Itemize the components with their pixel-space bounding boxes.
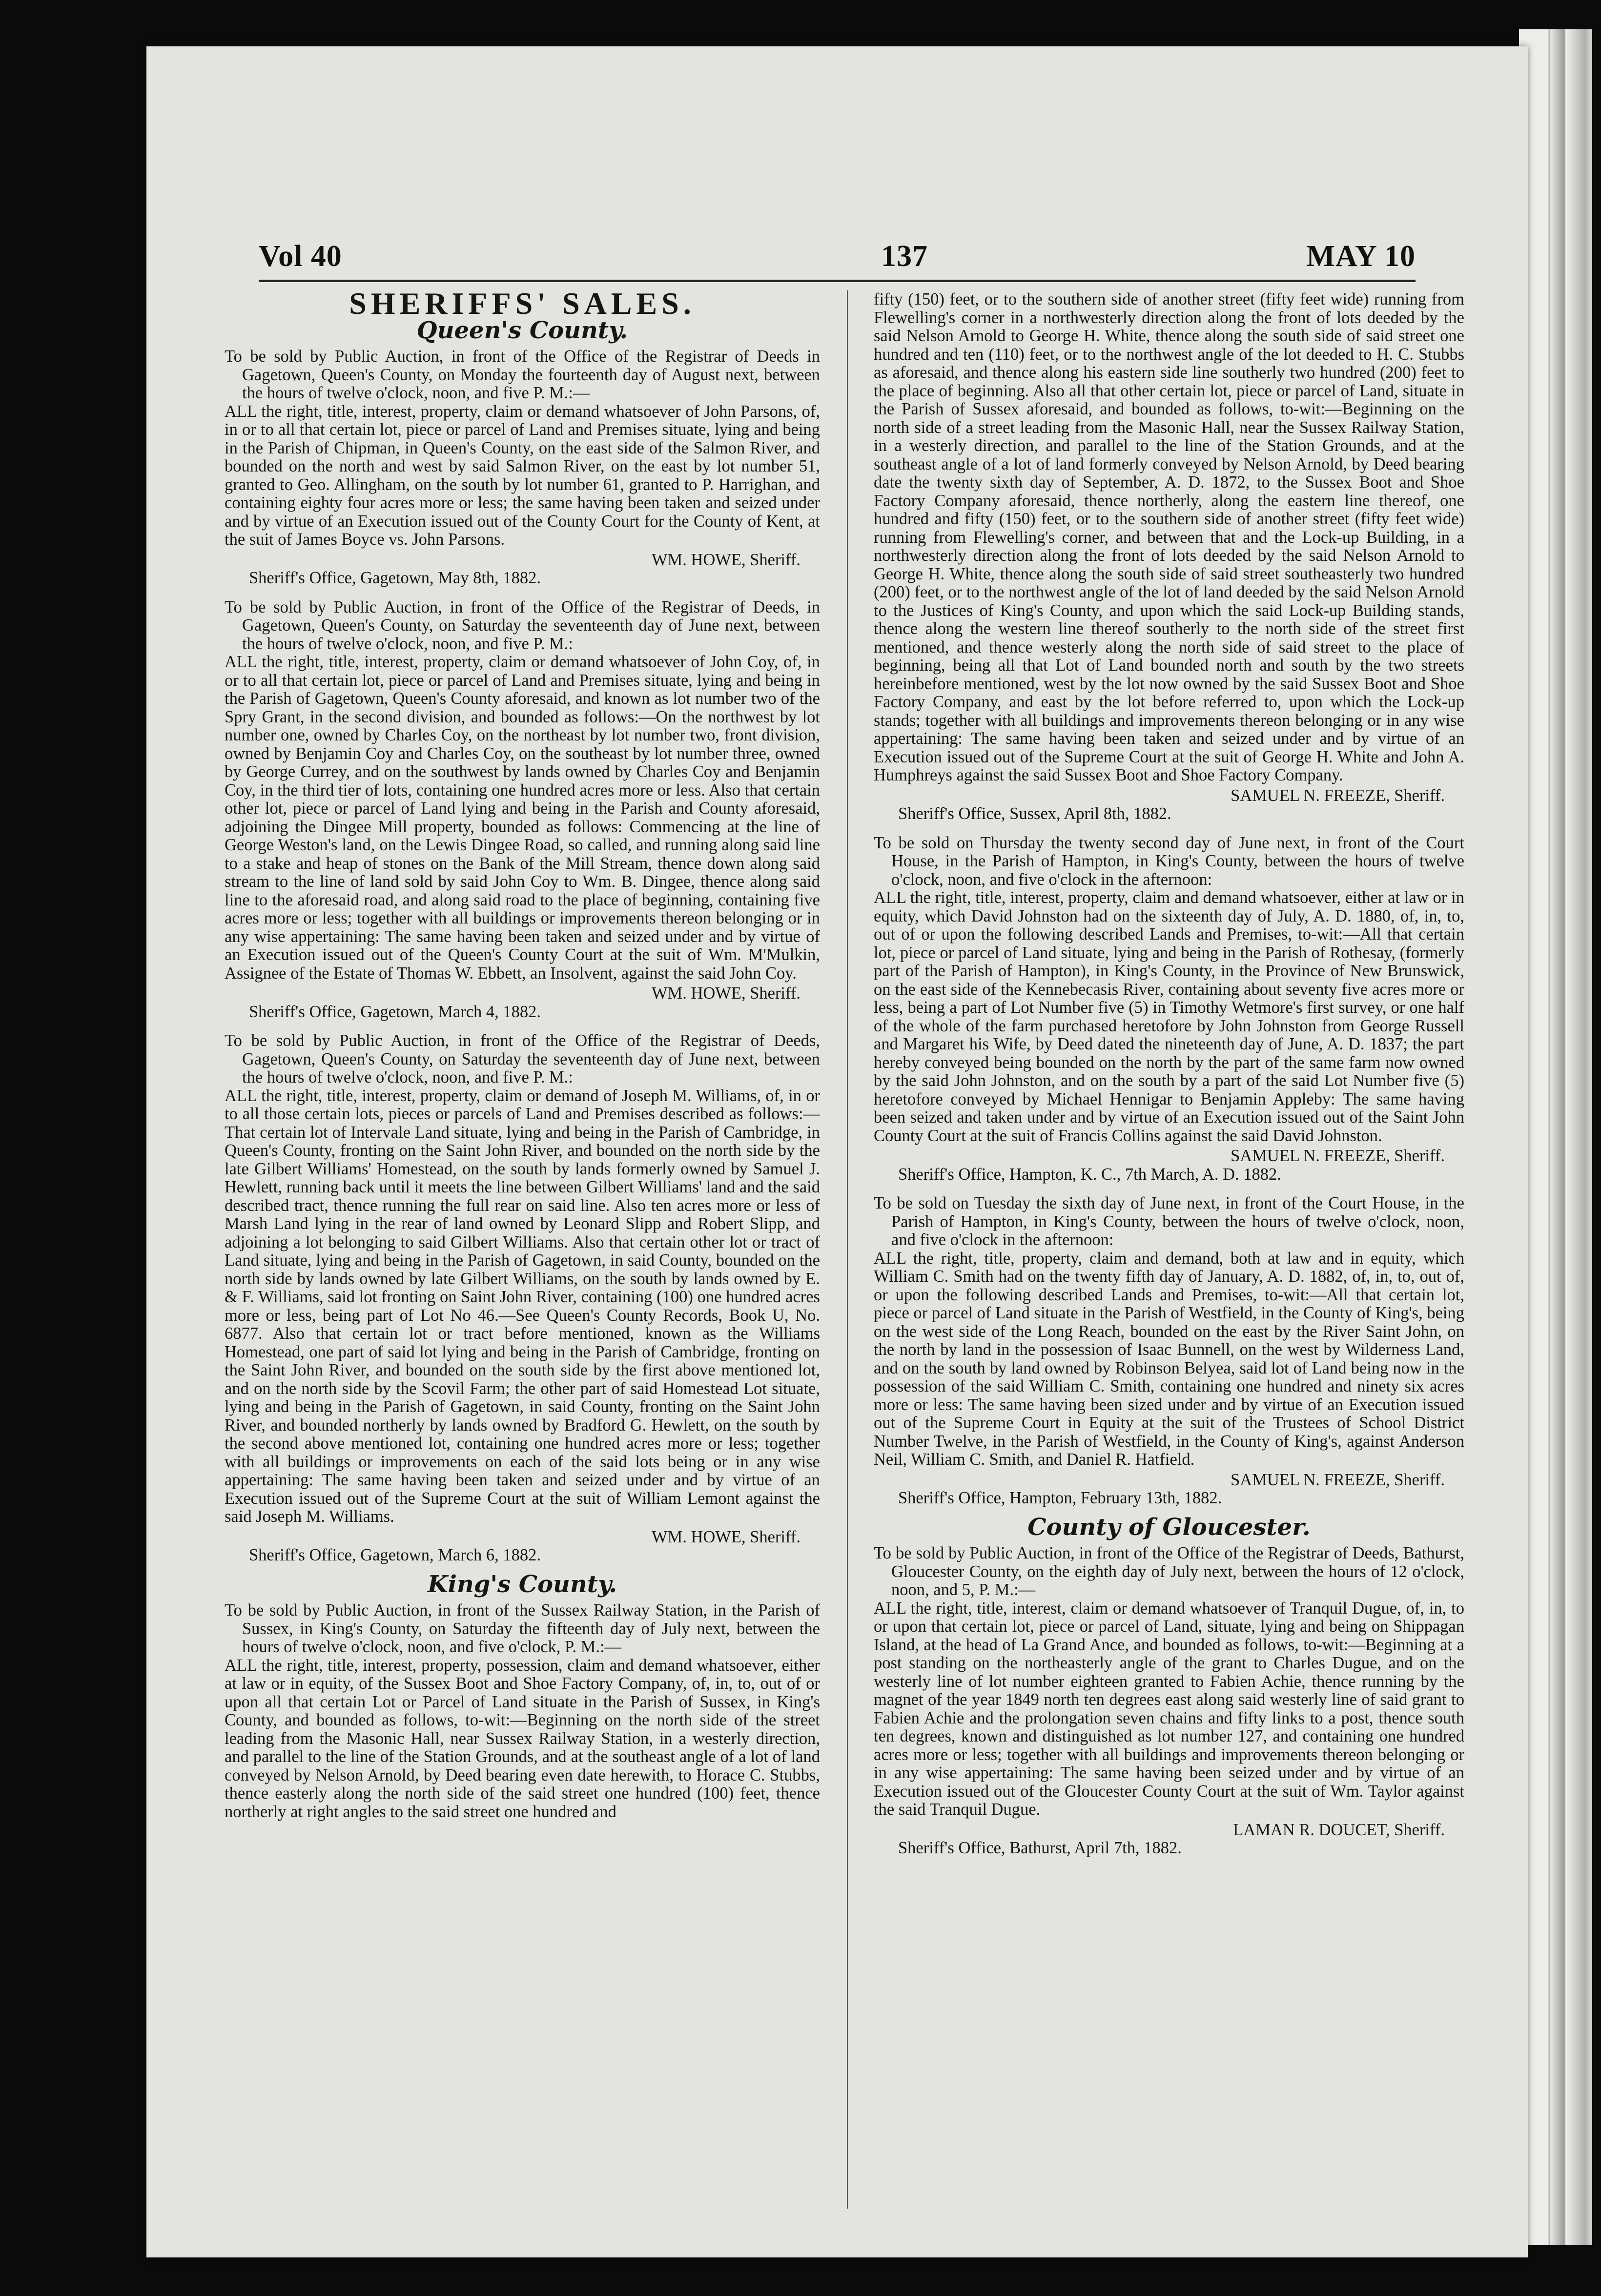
notice-sig: WM. HOWE, Sheriff. [651, 984, 800, 1003]
sale-notice [874, 1194, 1464, 1508]
county-heading: King's County. [427, 1570, 617, 1598]
notice-intro: To be sold on Thursday the twenty second day of June next, in front of the Court House, in the Parish of Hampton, in King's County, between the hours of twelve o'clock, noon, and five o'clock in the afternoon: [874, 833, 1464, 889]
notice-office: Sheriff's Office, Gagetown, May 8th, 1882. [249, 569, 541, 587]
notice-sig: SAMUEL N. FREEZE, Sheriff. [1231, 1147, 1445, 1165]
county-heading: County of Gloucester. [1027, 1513, 1311, 1541]
newspaper-page [146, 46, 1528, 2257]
volume-label: Vol 40 [259, 240, 342, 273]
notice-sig: WM. HOWE, Sheriff. [651, 550, 800, 569]
sale-notice [874, 834, 1464, 1184]
notice-intro: To be sold by Public Auction, in front of the Office of the Registrar of Deeds, Bathurst, Gloucester County, on the eighth day of July next, between the hours of 12 o'clock, noon, and 5, P. M.:— [874, 1544, 1464, 1599]
right-column [874, 290, 1464, 2199]
page-edge-strip [1519, 29, 1592, 2245]
sale-notice [225, 1032, 820, 1565]
column-divider [847, 290, 848, 2209]
notice-body: ALL the right, title, interest, property, possession, claim and demand whatsoever, either at law or in equity, of the Sussex Boot and Shoe Factory Company, of, in, to, out of or upon all that certain Lot or Parcel of Land situate in the Parish of Sussex, in King's County, and bounded as follows, to-wit:—Beginning on the north side of the street leading from the Masonic Hall, near Sussex Railway Station, in a westerly direction, and parallel to the line of the Station Grounds, and at the southeast angle of a lot of land conveyed by Nelson Arnold, by Deed bearing even date herewith, to Horace C. Stubbs, thence easterly along the north side of the said street one hundred (100) feet, thence northerly at right angles to the said street one hundred and [225, 1656, 820, 1821]
notice-body: ALL the right, title, interest, property, claim or demand of Joseph M. Williams, of, in or to all those certain lots, pieces or parcels of Land and Premises described as follows:—That certain lot of Intervale Land situate, lying and being in the Parish of Cambridge, in Queen's County, fronting on the Saint John River, and bounded on the north side by the late Gilbert Williams' Homestead, on the south by lands formerly owned by Samuel J. Hewlett, running back until it meets the line between Gilbert Williams' land and the said described tract, thence running the full rear on said line. Also ten acres more or less of Marsh Land lying in the rear of land owned by Leonard Slipp and Robert Slipp, and adjoining a lot belonging to said Gilbert Williams. Also that certain other lot or tract of Land situate, lying and being in the Parish of Gagetown, in said County, bounded on the north side by lands owned by late Gilbert Williams, on the south by lands owned by E. & F. Williams, said lot fronting on Saint John River, containing (100) one hundred acres more or less, being part of Lot No 46.—See Queen's County Records, Book U, No. 6877. Also that certain lot or tract before mentioned, known as the Williams Homestead, one part of said lot lying and being in the Parish of Cambridge, fronting on the Saint John River, and bounded on the south side by the first above mentioned lot, and on the north side by the Scovil Farm; the other part of said Homestead Lot situate, lying and being in the Parish of Gagetown, in said County, fronting on the Saint John River, and bounded northerly by lands owned by Bradford G. Hewlett, on the south by the second above mentioned lot, containing one hundred acres more or less; together with all buildings or improvements on each of the said lots being or in any wise appertaining: The same having been taken and seized under and by virtue of an Execution issued out of the Supreme Court at the suit of William Lemont against the said Joseph M. Williams. [225, 1086, 820, 1526]
notice-body: ALL the right, title, interest, property, claim and demand whatsoever, either at law or in equity, which David Johnston had on the sixteenth day of July, A. D. 1880, of, in, to, out of or upon the following described Lands and Premises, to-wit:—All that certain lot, piece or parcel of Land situate, lying and being in the Parish of Rothesay, (formerly part of the Parish of Hampton), in King's County, in the Province of New Brunswick, on the east side of the Kennebecasis River, containing about seventy five acres more or less, being a part of Lot Number five (5) in Timothy Wetmore's first survey, or one half of the whole of the farm purchased heretofore by John Johnston from George Russell and Margaret his Wife, by Deed dated the nineteenth day of June, A. D. 1837; the part hereby conveyed being bounded on the north by the part of the same farm now owned by the said John Johnston, and on the south by a part of the said Lot Number five (5) heretofore conveyed by Michael Hennigar to Benjamin Appleby: The same having been seized and taken under and by virtue of an Execution issued out of the Saint John County Court at the suit of Francis Collins against the said David Johnston. [874, 888, 1464, 1145]
notice-intro: To be sold by Public Auction, in front of the Office of the Registrar of Deeds, Gagetown, Queen's County, on Saturday the seventeenth day of June next, between the hours of twelve o'clock, noon, and five P. M.: [225, 1031, 820, 1086]
notice-intro: To be sold by Public Auction, in front of the Office of the Registrar of Deeds, in Gagetown, Queen's County, on Saturday the seventeenth day of June next, between the hours of twelve o'clock, noon, and five P. M.: [225, 597, 820, 653]
notice-office: Sheriff's Office, Hampton, February 13th, 1882. [898, 1489, 1222, 1507]
notice-office: Sheriff's Office, Gagetown, March 4, 1882. [249, 1002, 541, 1021]
notice-intro: To be sold on Tuesday the sixth day of June next, in front of the Court House, in the Parish of Hampton, in King's County, between the hours of twelve o'clock, noon, and five o'clock in the afternoon: [874, 1194, 1464, 1249]
page-title: SHERIFFS' SALES. [349, 290, 696, 321]
notice-office: Sheriff's Office, Sussex, April 8th, 1882. [898, 804, 1171, 823]
notice-sig: SAMUEL N. FREEZE, Sheriff. [1231, 1470, 1445, 1489]
notice-body: ALL the right, title, interest, property, claim or demand whatsoever of John Coy, of, in or to all that certain lot, piece or parcel of Land and Premises situate, lying and being in the Parish of Gagetown, Queen's County aforesaid, and known as lot number two of the Spry Grant, in the second division, and bounded as follows:—On the northwest by lot number one, owned by Charles Coy, on the northeast by lot number two, front division, owned by Benjamin Coy and Charles Coy, on the southeast by lot number three, owned by George Currey, and on the southwest by lands owned by Charles Coy and Benjamin Coy, in the third tier of lots, containing one hundred acres more or less. Also that certain other lot, piece or parcel of Land lying and being in the Parish and County aforesaid, adjoining the Dingee Mill property, bounded as follows: Commencing at the line of George Weston's land, on the Lewis Dingee Road, so called, and running along said line to a stake and heap of stones on the Bank of the Mill Stream, thence down along said stream to the line of land sold by said John Coy to Wm. B. Dingee, thence along said line to the aforesaid road, and along said road to the place of beginning, containing five acres more or less; together with all buildings or improvements thereon belonging or in any wise appertaining: The same having been taken and seized under and by virtue of an Execution issued out of the Queen's County Court at the suit of Wm. M'Mulkin, Assignee of the Estate of Thomas W. Ebbett, an Insolvent, against the said John Coy. [225, 653, 820, 983]
notice-body: fifty (150) feet, or to the southern side of another street (fifty feet wide) running from Flewelling's corner in a northwesterly direction along the front of lots deeded by the said Nelson Arnold to George H. White, thence along the south side of said street one hundred and ten (110) feet, or to the northwest angle of the lot deeded to H. C. Stubbs as aforesaid, and thence along his eastern side line southerly two hundred (200) feet to the place of beginning. Also all that other certain lot, piece or parcel of Land, situate in the Parish of Sussex aforesaid, and bounded as follows, to-wit:—Beginning on the north side of a street leading from the Masonic Hall, near the Sussex Railway Station, in a westerly direction, and parallel to the line of the Station Grounds, and at the southeast angle of a lot of land formerly conveyed by Nelson Arnold, by Deed bearing date the twenty sixth day of September, A. D. 1872, to the Sussex Boot and Shoe Factory Company aforesaid, thence northerly, along the eastern line thereof, one hundred and fifty (150) feet, or to the southern side of another street (fifty feet wide) running from Flewelling's corner, and between that and the Lock-up Building, in a northwesterly direction along the front of lots deeded by the said Nelson Arnold to George H. White, thence along the south side of said street southeasterly two hundred (200) feet, or to the northwest angle of the lot of land deeded by the said Nelson Arnold to the Justices of King's County, and upon which the said Lock-up Building stands, thence along the western line thereof southerly to the north side of the street first mentioned, and thence westerly along the north side of said street to the place of beginning, being all that Lot of Land bounded north and south by the two streets hereinbefore mentioned, west by the lot now owned by the said Sussex Boot and Shoe Factory Company, and east by the lot before referred to, upon which the Lock-up stands; together with all buildings and improvements thereon belonging or in any wise appertaining: The same having been taken and seized under and by virtue of an Execution issued out of the Supreme Court at the suit of George H. White and John A. Humphreys against the said Sussex Boot and Shoe Factory Company. [874, 290, 1464, 784]
notice-office: Sheriff's Office, Bathurst, April 7th, 1882. [898, 1839, 1182, 1857]
left-column [225, 290, 820, 2199]
notice-intro: To be sold by Public Auction, in front of the Office of the Registrar of Deeds in Gagetown, Queen's County, on Monday the fourteenth day of August next, between the hours of twelve o'clock, noon, and five P. M.:— [225, 347, 820, 402]
notice-sig: WM. HOWE, Sheriff. [651, 1527, 800, 1546]
notice-sig: SAMUEL N. FREEZE, Sheriff. [1231, 786, 1445, 805]
notice-intro: To be sold by Public Auction, in front of the Sussex Railway Station, in the Parish of Sussex, in King's County, on Saturday the fifteenth day of July next, between the hours of twelve o'clock, noon, and five o'clock, P. M.:— [225, 1601, 820, 1656]
issue-date: MAY 10 [1306, 240, 1416, 273]
notice-body: ALL the right, title, property, claim and demand, both at law and in equity, which William C. Smith had on the twenty fifth day of January, A. D. 1882, of, in, to, out of, or upon the following described Lands and Premises, to-wit:—All that certain lot, piece or parcel of Land situate in the Parish of Westfield, in the County of King's, being on the west side of the Long Reach, bounded on the east by the River Saint John, on the north by land in the possession of Isaac Bunnell, on the west by Wilderness Land, and on the south by land owned by Robinson Belyea, said lot of Land being now in the possession of the said William C. Smith, containing one hundred and ninety six acres more or less: The same having been sized under and by virtue of an Execution issued out of the Supreme Court in Equity at the suit of the Trustees of School District Number Twelve, in the Parish of Westfield, in the County of King's, against Anderson Neil, William C. Smith, and Daniel R. Hatfield. [874, 1249, 1464, 1469]
sale-notice [874, 290, 1464, 823]
page-number: 137 [881, 240, 928, 273]
sale-notice [225, 1601, 820, 1821]
notice-office: Sheriff's Office, Gagetown, March 6, 1882. [249, 1546, 541, 1564]
notice-office: Sheriff's Office, Hampton, K. C., 7th March, A. D. 1882. [898, 1165, 1281, 1184]
notice-body: ALL the right, title, interest, claim or demand whatsoever of Tranquil Dugue, of, in, to or upon that certain lot, piece or parcel of Land, situate, lying and being on Shippagan Island, at the head of La Grand Ance, and bounded as follows, to-wit:—Beginning at a post standing on the northeasterly angle of the grant to Charles Dugue, and on the westerly line of lot number eighteen granted to Fabien Achie, thence running by the magnet of the year 1849 north ten degrees east along said westerly line of said grant to Fabien Achie and the prolongation seven chains and fifty links to a post, thence south ten degrees, known and distinguished as lot number 127, and containing one hundred acres more or less; together with all buildings and improvements thereon belonging or in any wise appertaining: The same having been seized under and by virtue of an Execution issued out of the Gloucester County Court at the suit of Wm. Taylor against the said Tranquil Dugue. [874, 1599, 1464, 1819]
sale-notice [225, 348, 820, 588]
sale-notice [225, 598, 820, 1022]
county-heading: Queen's County. [416, 316, 628, 344]
sale-notice [874, 1544, 1464, 1858]
page-header [259, 239, 1416, 283]
notice-sig: LAMAN R. DOUCET, Sheriff. [1233, 1820, 1445, 1839]
notice-body: ALL the right, title, interest, property, claim or demand whatsoever of John Parsons, of, in or to all that certain lot, piece or parcel of Land and Premises situate, lying and being in the Parish of Chipman, in Queen's County, on the east side of the Salmon River, and bounded on the north and west by said Salmon River, on the east by lot number 51, granted to Geo. Allingham, on the south by lot number 61, granted to P. Harrighan, and containing eighty four acres more or less; the same having been taken and seized under and by virtue of an Execution issued out of the County Court for the County of Kent, at the suit of James Boyce vs. John Parsons. [225, 402, 820, 549]
header-rule [259, 280, 1416, 282]
